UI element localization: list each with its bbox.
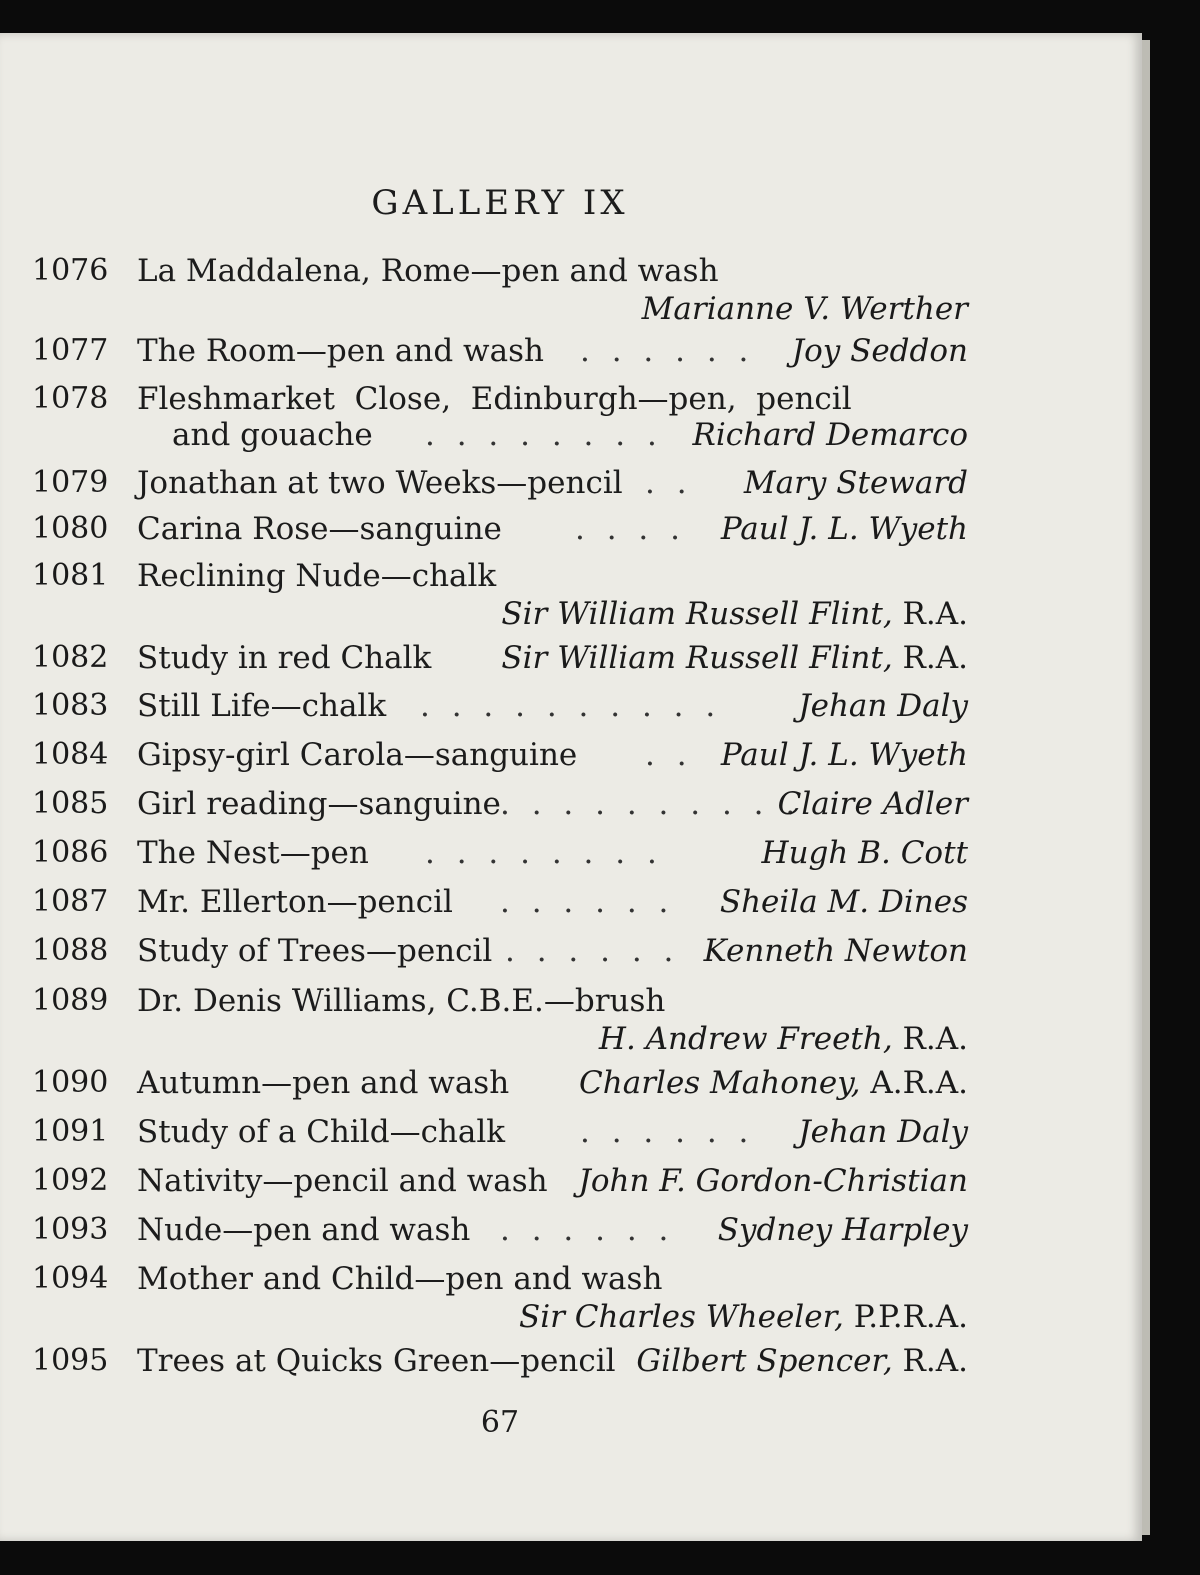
entry-number: 1090 <box>32 1065 109 1100</box>
entry-artist: Paul J. L. Wyeth <box>720 737 968 773</box>
entry-artist: Paul J. L. Wyeth <box>720 511 968 547</box>
leader-dots: . . . . . . <box>580 1114 755 1150</box>
page-edge <box>1142 40 1150 1535</box>
entry-title: La Maddalena, Rome—pen and wash <box>137 253 719 289</box>
entry-artist: Richard Demarco <box>692 417 968 453</box>
entry-title: Girl reading—sanguine <box>137 786 501 822</box>
entry-artist: Sydney Harpley <box>717 1212 968 1248</box>
entry-number: 1079 <box>32 465 109 500</box>
entry-title-continuation: and gouache <box>172 417 373 453</box>
entry-artist: Mary Steward <box>743 465 968 501</box>
entry-artist: Marianne V. Werther <box>641 291 968 327</box>
leader-dots: . . . . <box>575 511 686 547</box>
entry-number: 1086 <box>32 835 109 870</box>
entry-artist: Claire Adler <box>777 786 968 822</box>
leader-dots: . . . . . . . . <box>425 835 663 871</box>
entry-title: Still Life—chalk <box>137 688 387 724</box>
entry-number: 1089 <box>32 983 109 1018</box>
entry-artist: Gilbert Spencer, R.A. <box>636 1343 968 1379</box>
leader-dots: . . . . . . . . . . <box>500 786 802 822</box>
entry-number: 1077 <box>32 333 109 368</box>
entry-title: Reclining Nude—chalk <box>137 558 497 594</box>
entry-artist: Sir William Russell Flint, R.A. <box>501 596 968 632</box>
entry-title: Nativity—pencil and wash <box>137 1163 548 1199</box>
entry-artist: Jehan Daly <box>798 1114 968 1150</box>
leader-dots: . . . . . . <box>500 1212 675 1248</box>
entry-title: The Nest—pen <box>137 835 369 871</box>
entry-number: 1078 <box>32 381 109 416</box>
entry-title: Mr. Ellerton—pencil <box>137 884 453 920</box>
entry-artist: Kenneth Newton <box>703 933 968 969</box>
entry-number: 1087 <box>32 884 109 919</box>
entry-number: 1083 <box>32 688 109 723</box>
entry-title: Study of Trees—pencil <box>137 933 493 969</box>
leader-dots: . . . . . . . . <box>425 417 663 453</box>
entry-artist: Joy Seddon <box>791 333 968 369</box>
entry-number: 1085 <box>32 786 109 821</box>
entry-title: The Room—pen and wash <box>137 333 544 369</box>
entry-artist: Jehan Daly <box>798 688 968 724</box>
entry-number: 1082 <box>32 640 109 675</box>
leader-dots: . . . . . . <box>500 884 675 920</box>
entry-number: 1088 <box>32 933 109 968</box>
entry-title: Study of a Child—chalk <box>137 1114 506 1150</box>
entry-artist: H. Andrew Freeth, R.A. <box>598 1021 968 1057</box>
entry-artist: John F. Gordon-Christian <box>578 1163 968 1199</box>
entry-artist: Sheila M. Dines <box>719 884 968 920</box>
leader-dots: . . . . . . <box>580 333 755 369</box>
entry-number: 1081 <box>32 558 109 593</box>
entry-artist: Sir Charles Wheeler, P.P.R.A. <box>518 1299 968 1335</box>
entry-title: Nude—pen and wash <box>137 1212 471 1248</box>
entry-artist: Hugh B. Cott <box>761 835 968 871</box>
entry-number: 1084 <box>32 737 109 772</box>
entry-artist: Charles Mahoney, A.R.A. <box>579 1065 968 1101</box>
entry-title: Dr. Denis Williams, C.B.E.—brush <box>137 983 666 1019</box>
leader-dots: . . <box>645 465 693 501</box>
entry-title: Autumn—pen and wash <box>137 1065 510 1101</box>
entry-title: Carina Rose—sanguine <box>137 511 502 547</box>
entry-number: 1094 <box>32 1261 109 1296</box>
entry-number: 1092 <box>32 1163 109 1198</box>
entry-number: 1091 <box>32 1114 109 1149</box>
catalogue-page <box>0 33 1142 1541</box>
entry-title: Study in red Chalk <box>137 640 432 676</box>
entry-title: Fleshmarket Close, Edinburgh—pen, pencil <box>137 381 852 417</box>
entry-number: 1080 <box>32 511 109 546</box>
leader-dots: . . . . . . . . . . <box>420 688 722 724</box>
entry-title: Jonathan at two Weeks—pencil <box>137 465 623 501</box>
entry-title: Mother and Child—pen and wash <box>137 1261 663 1297</box>
entry-artist: Sir William Russell Flint, R.A. <box>501 640 968 676</box>
entry-number: 1076 <box>32 253 109 288</box>
page-number: 67 <box>480 1405 520 1440</box>
entry-title: Trees at Quicks Green—pencil <box>137 1343 616 1379</box>
entry-number: 1093 <box>32 1212 109 1247</box>
entry-title: Gipsy-girl Carola—sanguine <box>137 737 578 773</box>
leader-dots: . . <box>645 737 693 773</box>
entry-number: 1095 <box>32 1343 109 1378</box>
leader-dots: . . . . . . <box>505 933 680 969</box>
gallery-heading: GALLERY IX <box>371 183 629 223</box>
